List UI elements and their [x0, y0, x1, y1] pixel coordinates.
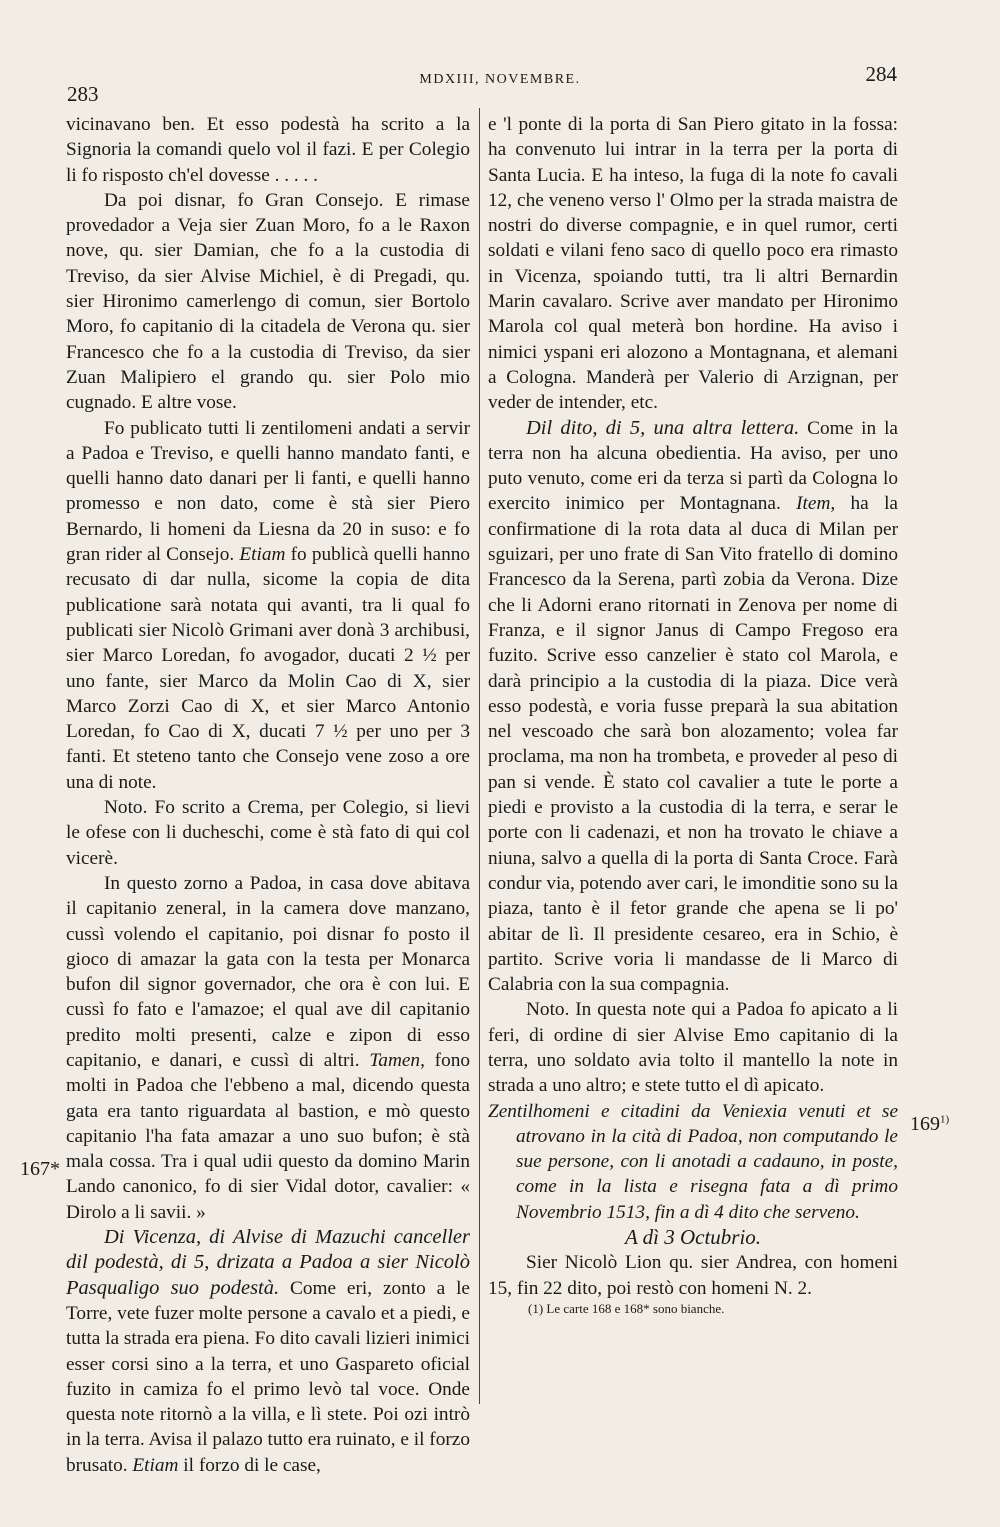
italic-word: Etiam: [132, 1454, 179, 1476]
italic-word: Tamen: [369, 1049, 421, 1071]
paragraph: [66, 871, 470, 1225]
margin-note-left: 167*: [20, 1158, 60, 1180]
letter-heading: Di Vicenza, di Alvise di Mazuchi canceller dil podestà, di 5, drizata a Padoa a sier Nicolò Pasqualigo suo podestà.: [66, 1226, 470, 1299]
paragraph: vicinavano ben. Et esso podestà ha scrito a la Signoria la comandi quelo vol il fazi. E per Colegio li fo risposto ch'el dovesse . . . . .: [66, 114, 470, 186]
running-title: MDXIII, NOVEMBRE.: [419, 72, 581, 87]
paragraph: e 'l ponte di la porta di San Piero gitato in la fossa: ha convenuto lui intrar in la terra per la porta di Santa Lucia. E ha inteso, la fuga di la note fo cavali 12, che veneno verso l' Olmo per la strada maistra de nostri do diverse compagnie, e in quel rumor, certi soldati e vilani feno saco di quello poco era rimasto in Vicenza, spoiando tutti, tra li altri Bernardin Marin cavalaro. Scrive aver mandato per Hironimo Marola col qual meterà bon hordine. Ha aviso i nimici yspani eri alozono a Montagnana, et alemani a Cologna. Manderà per Valerio di Arzignan, per veder de intender, etc.: [488, 114, 898, 414]
margin-note-right-sup: 1): [940, 1113, 950, 1126]
text-run: fo publicà quelli hanno recusato di dar nulla, sicome la copia de dita publicatione sarà notata qui avanti, tra li qual fo publicati sier Nicolò Grimani aver donà 3 archibusi, sier Marco Loredan, fo avogador, ducati 2 ½ per uno fante, sier Marco da Molin Cao di X, sier Marco Zorzi Cao di X, et sier Marco Antonio Loredan, fo Cao di X, ducati 7 ½ per uno per 3 fanti. Et steteno tanto che Consejo vene zoso a ore una di note.: [66, 544, 470, 793]
italic-word: Etiam: [239, 544, 286, 566]
text-run: ha la confirmatione di la rota data al duca di Milan per sguizari, per uno frate di San Vito fratello di domino Francesco da la Serena, partì zobia da Verona. Dize che li Adorni erano ritornati in Zenova per nome di Franza, e il signor Janus di Campo Fregoso era fuzito. Scrive esso canzelier è stato col Marola, e darà principio a la custodia di la piaza. Dice verà esso podestà, e voria fusse preparà la sua abitation nel vescoado che sarà bon alozamento; volea far proclama, ma non ha trombeta, e proveder al peso di pan si vende. È stato col cavalier a tute le porte a piedi e provisto a la custodia di la terra, e serar le porte con li cadenazi, et non ha trovato le chiave a niuna, salvo a quella di la porta di Santa Croce. Farà condur via, potendo aver cari, le imonditie sono su la piaza, tanto è il fetor grande che apena se li po' abitar de lì. Il presidente cesareo, era in Schio, è partito. Scrive voria li mandasse de li Marco di Calabria con la sua compagnia.: [488, 493, 898, 996]
margin-note-right-number: 169: [910, 1113, 940, 1135]
text-run: Come in la terra non ha alcuna obedientia. Ha aviso, per uno puto venuto, come eri da terza si partì da Cologna lo exercito inimico per Montagnana.: [488, 417, 898, 515]
left-column: [66, 112, 470, 1478]
margin-note-right: [910, 1113, 949, 1136]
running-header: [0, 62, 1000, 106]
paragraph: Noto. In questa note qui a Padoa fo apicato a li feri, di ordine di sier Alvise Emo capitanio di la terra, uno soldato avia tolto il mantello la note in strada a uno altro; e stete tutto el dì apicato.: [488, 999, 898, 1097]
paragraph: [66, 1225, 470, 1478]
footnote: (1) Le carte 168 e 168* sono bianche.: [528, 1300, 725, 1316]
column-divider: [479, 108, 480, 1404]
italic-word: Item,: [796, 493, 836, 515]
text-run: , fono molti in Padoa che l'ebbeno a mal, dicendo questa gata era tanto riguardata al bastion, e mò questo capitanio l'ha fata amazar a uno suo bufon; è stà mala cossa. Tra i qual udii questo da domino Marin Lando canonico, fo di sier Vidal dotor, cavalier: « Dirolo a li savii. »: [66, 1049, 471, 1223]
paragraph: Sier Nicolò Lion qu. sier Andrea, con homeni 15, fin 22 dito, poi restò con homeni N. 2.: [488, 1252, 898, 1299]
left-page-number: 283: [67, 82, 99, 106]
text-run: Come eri, zonto a le Torre, vete fuzer molte persone a cavalo et a piedi, e tutta la strada era piena. Fo dito cavali lizieri inimici esser corsi sino a la terra, et uno Gaspareto oficial fuzito in camiza fo el primo levò tal voce. Onde questa note ritornò a la villa, e lì stete. Poi ozi intrò in la terra. Avisa il palazo tutto era ruinato, e il forzo brusato.: [66, 1277, 470, 1476]
date-heading: A dì 3 Octubrio.: [624, 1225, 762, 1250]
right-page-number: 284: [865, 62, 897, 86]
paragraph: [488, 416, 898, 998]
paragraph: Da poi disnar, fo Gran Consejo. E rimase provedador a Veja sier Zuan Moro, fo a le Raxon nove, qu. sier Damian, che fo a la custodia di Treviso, da sier Alvise Michiel, è di Pregadi, qu. sier Hironimo camerlengo di comun, sier Bortolo Moro, fo capitanio di la citadela de Verona qu. sier Francesco che fo a la custodia di Treviso, da sier Zuan Malipiero el grando qu. sier Polo mio cugnado. E altre vose.: [66, 189, 470, 414]
right-column: [488, 112, 898, 1317]
text-run: il forzo di le case,: [178, 1454, 321, 1476]
paragraph: Noto. Fo scrito a Crema, per Colegio, si lievi le ofese con li ducheschi, come è stà fato di qui col vicerè.: [66, 797, 470, 869]
letter-heading: Dil dito, di 5, una altra lettera.: [526, 416, 800, 439]
text-run: In questo zorno a Padoa, in casa dove abitava il capitanio zeneral, in la camera dove manzano, cussì volendo el capitanio, poi disnar fo posto il gioco di amazar la gata con la testa per Monarca bufon dil signor governador, che ora è con lui. E cussì fo fato e l'amazoe; el qual ave dil capitanio predito molti presenti, calze e zipon di esso capitanio, e danari, e cussì di altri.: [66, 872, 470, 1071]
text-run: Fo publicato tutti li zentilomeni andati a servir a Padoa e Treviso, e quelli hanno mandato fanti, e quelli hanno dato danari per li fanti, e quelli hanno promesso e non dato, come è stà sier Piero Bernardo, li homeni da Liesna da 20 in suso: e fo gran rider al Consejo.: [66, 417, 470, 566]
paragraph: [66, 416, 470, 795]
section-heading: Zentilhomeni e citadini da Veniexia venuti et se atrovano in la cità di Padoa, non computando le sue persone, con li anotadi a cadauno, in poste, come in la lista e risegna fata a dì primo Novembrio 1513, fin a dì 4 dito che serveno.: [488, 1100, 898, 1223]
